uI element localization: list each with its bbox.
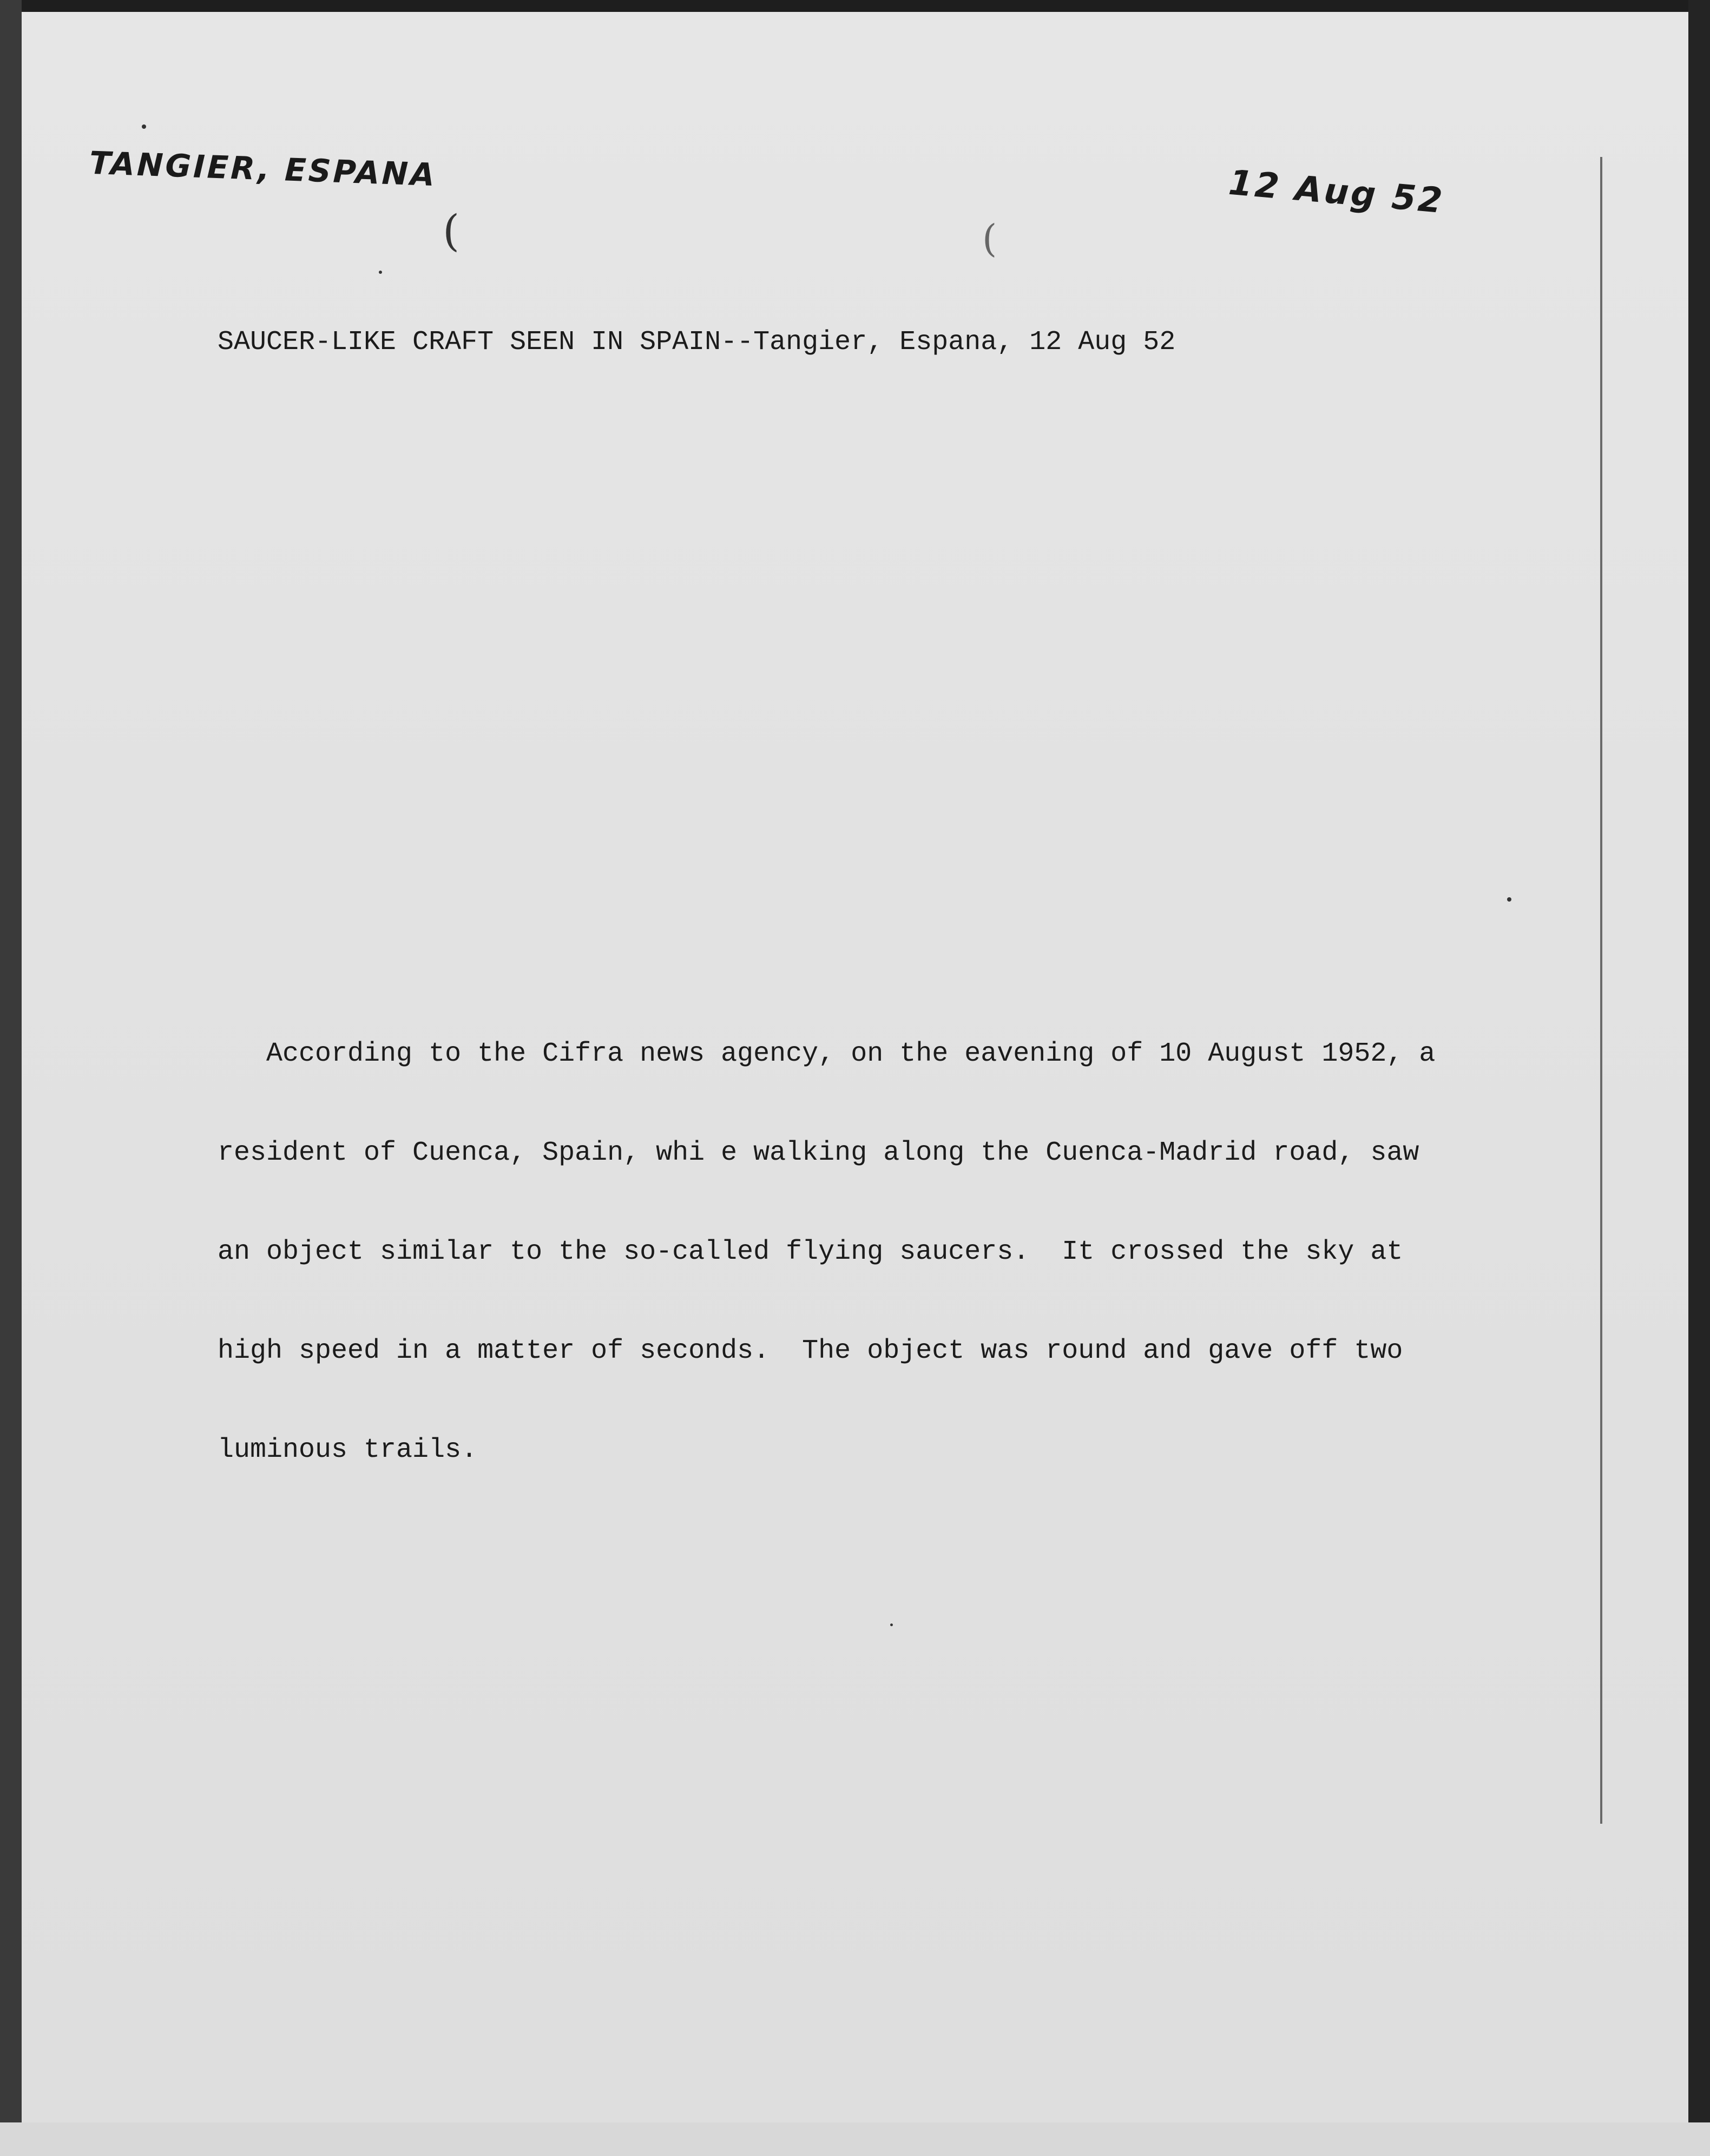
dust-speck: [142, 124, 146, 129]
dust-speck: [1507, 897, 1511, 902]
body-paragraph: [218, 971, 1435, 1533]
scan-right-border: [1688, 0, 1710, 2156]
dust-speck: [890, 1623, 893, 1626]
paren-mark-right: (: [982, 216, 997, 261]
body-line: According to the Cifra news agency, on the eavening of 10 August 1952, a: [218, 1038, 1436, 1069]
headline: SAUCER-LIKE CRAFT SEEN IN SPAIN--Tangier, Espana, 12 Aug 52: [218, 327, 1176, 358]
right-margin-line: [1600, 157, 1602, 1824]
handwritten-location: TANGIER, ESPANA: [89, 144, 438, 194]
body-line: high speed in a matter of seconds. The object was round and gave off two: [218, 1336, 1403, 1366]
body-line: an object similar to the so-called flying saucers. It crossed the sky at: [218, 1237, 1403, 1267]
body-line: resident of Cuenca, Spain, whi e walking along the Cuenca-Madrid road, saw: [218, 1138, 1419, 1168]
scan-left-border: [0, 0, 22, 2156]
dust-speck: [379, 271, 382, 274]
paren-mark-left: (: [443, 206, 460, 256]
body-line: luminous trails.: [218, 1435, 478, 1465]
scan-bottom-strip: [0, 2122, 1710, 2156]
handwritten-date: 12 Aug 52: [1227, 162, 1446, 222]
